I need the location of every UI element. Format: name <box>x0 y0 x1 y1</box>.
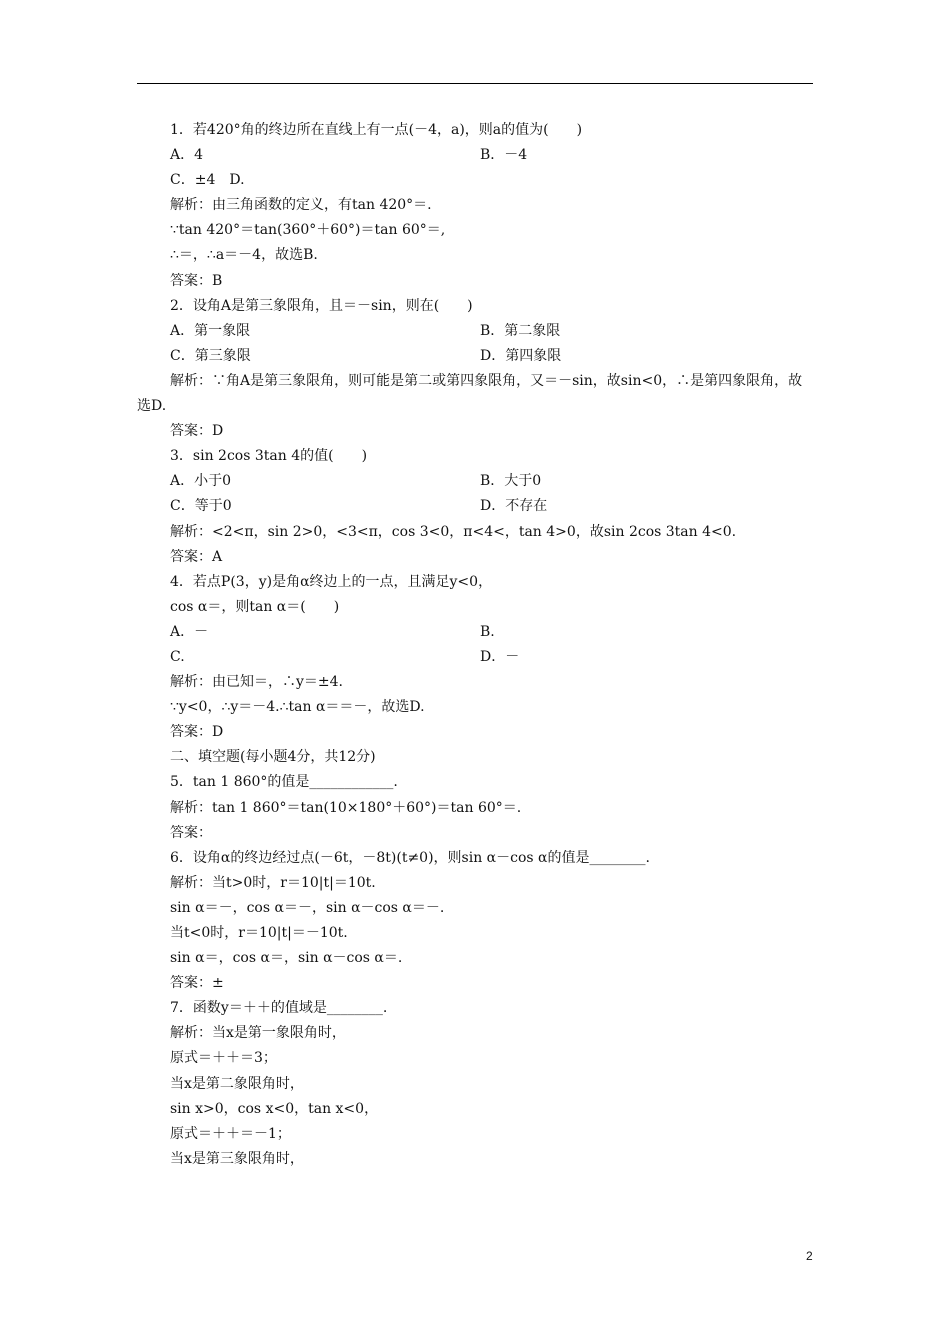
option-text: B. <box>480 623 495 640</box>
text-line: sin α＝，cos α＝，sin α－cos α＝. <box>170 950 403 967</box>
text-line: 1．若420°角的终边所在直线上有一点(－4，a)，则a的值为( ) <box>170 122 583 138</box>
text-line: ∵y<0，∴y＝－4.∴tan α＝＝－，故选D. <box>170 699 425 716</box>
text-paragraph: 解析：∵角A是第三象限角，则可能是第二或第四象限角，又＝－sin，故sin<0，∴是第四象限角，故选D. <box>137 372 803 415</box>
text-line: ∵tan 420°＝tan(360°＋60°)＝tan 60°＝, <box>170 222 446 239</box>
option-text: C. <box>170 648 185 665</box>
text-line: 2．设角A是第三象限角，且＝－sin，则在( ) <box>170 297 473 314</box>
option-text: A．第一象限 <box>170 322 251 339</box>
text-line: 解析：tan 1 860°＝tan(10×180°＋60°)＝tan 60°＝. <box>170 799 522 816</box>
text-line: ∴＝，∴a＝－4，故选B. <box>170 247 318 264</box>
option-text: C．第三象限 <box>170 347 251 364</box>
option-row <box>137 143 813 168</box>
option-text: A．－ <box>170 623 209 640</box>
text-line: 解析：当x是第一象限角时， <box>170 1025 346 1042</box>
option-text: A．小于0 <box>170 473 232 490</box>
option-text: C．等于0 <box>170 498 232 515</box>
text-paragraph: 解析：<2<π，sin 2>0，<3<π，cos 3<0，π<4<，tan 4>0，故sin 2cos 3tan 4<0. <box>170 523 737 540</box>
option-row <box>137 620 813 645</box>
text-line: 解析：由三角函数的定义，有tan 420°＝. <box>170 197 432 214</box>
text-line: 答案：± <box>170 975 224 992</box>
text-line: 答案： <box>170 824 212 841</box>
option-text: D．－ <box>480 648 520 665</box>
text-line: C．±4 D. <box>170 172 245 189</box>
option-text: A．4 <box>170 147 204 164</box>
text-line: 原式＝＋＋＝3； <box>170 1050 277 1067</box>
text-line: 解析：当t>0时，r＝10|t|＝10t. <box>170 874 376 891</box>
text-line: 当t<0时，r＝10|t|＝－10t. <box>170 925 348 941</box>
text-line: 解析：由已知＝，∴y＝±4. <box>170 674 343 691</box>
page-content <box>137 118 813 1172</box>
option-row <box>137 344 813 369</box>
page-number: 2 <box>806 1249 813 1263</box>
text-line: sin α＝－，cos α＝－，sin α－cos α＝－. <box>170 899 445 916</box>
text-line: 当x是第三象限角时， <box>170 1150 304 1167</box>
text-line: 答案：D <box>170 423 224 440</box>
text-line: 7．函数y＝＋＋的值域是________. <box>170 1000 388 1017</box>
text-line: 答案：D <box>170 724 224 741</box>
option-row <box>137 645 813 670</box>
text-line: 5．tan 1 860°的值是____________. <box>170 774 398 791</box>
option-text: D．第四象限 <box>480 347 562 364</box>
text-line: 答案：A <box>170 548 223 565</box>
text-line: 二、填空题(每小题4分，共12分) <box>170 749 376 766</box>
option-text: B．－4 <box>480 147 528 164</box>
option-text: D．不存在 <box>480 498 548 515</box>
option-text: B．大于0 <box>480 473 542 490</box>
option-row <box>137 469 813 494</box>
text-line: sin x>0，cos x<0，tan x<0， <box>170 1100 379 1117</box>
text-line: 当x是第二象限角时， <box>170 1075 304 1092</box>
text-line: 原式＝＋＋＝－1； <box>170 1125 291 1142</box>
text-line: 3．sin 2cos 3tan 4的值( ) <box>170 448 368 465</box>
text-line: 4．若点P(3，y)是角α终边上的一点，且满足y<0， <box>170 573 493 590</box>
option-text: B．第二象限 <box>480 322 561 339</box>
text-line: cos α＝，则tan α＝( ) <box>170 598 340 615</box>
header-rule <box>137 83 813 84</box>
option-row <box>137 494 813 519</box>
text-line: 答案：B <box>170 272 223 289</box>
option-row <box>137 319 813 344</box>
text-line: 6．设角α的终边经过点(－6t，－8t)(t≠0)，则sin α－cos α的值是________. <box>170 849 650 866</box>
